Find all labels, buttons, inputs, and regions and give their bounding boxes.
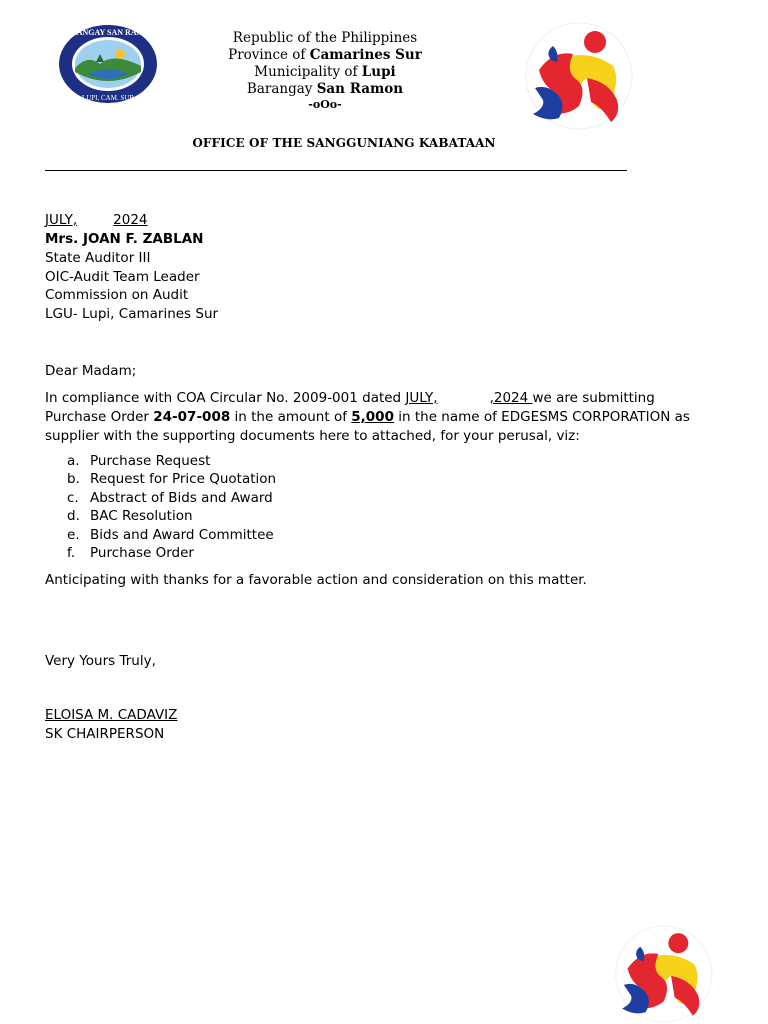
recipient-name: Mrs. JOAN F. ZABLAN [45, 231, 204, 247]
letterhead-text [160, 30, 490, 111]
list-item: e. Bids and Award Committee [67, 526, 274, 543]
header-republic: Republic of the Philippines [232, 30, 418, 46]
office-title: OFFICE OF THE SANGGUNIANG KABATAAN [192, 136, 496, 150]
list-item: b. Request for Price Quotation [67, 471, 277, 488]
recipient-position: State Auditor III [45, 250, 151, 266]
barangay-seal-icon [58, 24, 158, 104]
body-line-3: supplier with the supporting documents here to attached, for your perusal, viz: [45, 428, 580, 444]
sk-logo-bottom-icon [603, 925, 721, 1023]
header-divider [45, 170, 627, 171]
header-province: Province of Camarines Sur [228, 47, 422, 63]
signatory-name: ELOISA M. CADAVIZ [45, 707, 178, 723]
compliance-date: JULY, ,2024 [405, 390, 533, 406]
date-year: 2024 [113, 212, 148, 228]
sk-logo-icon [517, 22, 637, 130]
recipient-agency: Commission on Audit [45, 287, 189, 303]
salutation: Dear Madam; [45, 363, 137, 379]
header-municipality: Municipality of Lupi [254, 64, 396, 80]
attachments-list [45, 452, 276, 562]
letter-date [45, 211, 148, 230]
header-barangay: Barangay San Ramon [246, 81, 404, 97]
recipient-address: LGU- Lupi, Camarines Sur [45, 306, 219, 322]
list-item: c. Abstract of Bids and Award [67, 489, 273, 506]
signatory-title: SK CHAIRPERSON [45, 726, 165, 742]
svg-text:BARANGAY SAN RAMON: BARANGAY SAN RAMON [59, 28, 157, 37]
svg-text:LUPI, CAM. SUR: LUPI, CAM. SUR [81, 94, 135, 102]
complimentary-close: Very Yours Truly, [45, 653, 156, 669]
recipient-role: OIC-Audit Team Leader [45, 269, 200, 285]
list-item: f. Purchase Order [67, 544, 194, 561]
purchase-amount: 5,000 [351, 409, 394, 425]
body-line-2: Purchase Order 24-07-008 in the amount of 5,000 in the name of EDGESMS CORPORATION as [45, 409, 690, 425]
body-line-1: In compliance with COA Circular No. 2009-001 dated JULY, ,2024 we are submitting [45, 390, 655, 406]
list-item: d. BAC Resolution [67, 508, 193, 525]
purchase-order-number: 24-07-008 [153, 409, 231, 425]
header-separator: -oOo- [308, 98, 342, 111]
list-item: a. Purchase Request [67, 453, 211, 469]
date-month: JULY, [45, 212, 78, 228]
closing-text: Anticipating with thanks for a favorable action and consideration on this matter. [45, 572, 587, 588]
